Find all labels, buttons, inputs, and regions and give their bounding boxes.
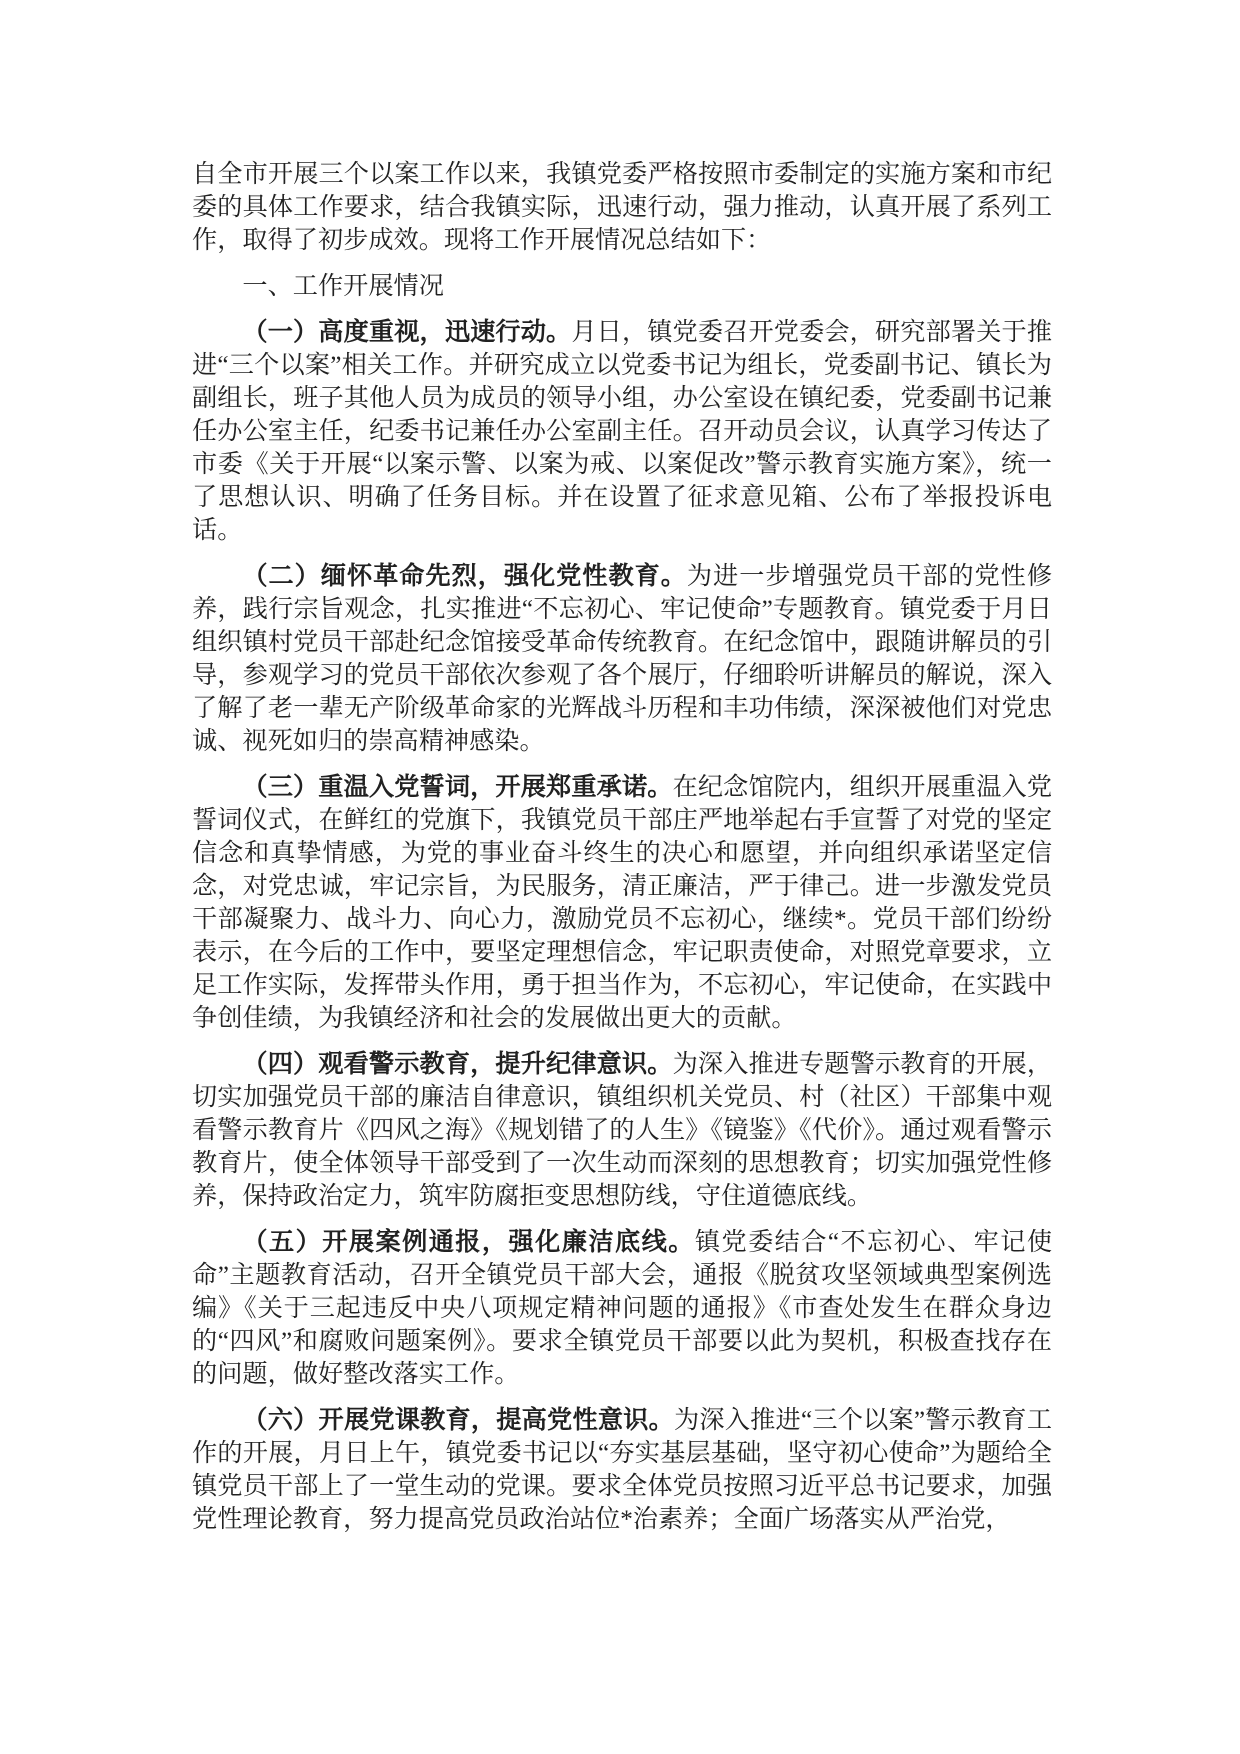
item-3-body: 在纪念馆院内，组织开展重温入党誓词仪式，在鲜红的党旗下，我镇党员干部庄严地举起右手宣誓了对党的坚定信念和真挚情感，为党的事业奋斗终生的决心和愿望，并向组织承诺坚定信念，对党忠诚，牢记宗旨，为民服务，清正廉洁，严于律己。进一步激发党员干部凝聚力、战斗力、向心力，激励党员不忘初心，继续*。党员干部们纷纷表示，在今后的工作中，要坚定理想信念，牢记职责使命，对照党章要求，立足工作实际，发挥带头作用，勇于担当作为，不忘初心，牢记使命，在实践中争创佳绩，为我镇经济和社会的发展做出更大的贡献。 — [192, 774, 1053, 1032]
item-paragraph-4 — [192, 1048, 1052, 1213]
item-2-lead: （二）缅怀革命先烈，强化党性教育。 — [242, 563, 687, 590]
item-paragraph-3 — [192, 771, 1052, 1035]
item-4-lead: （四）观看警示教育，提升纪律意识。 — [242, 1051, 673, 1078]
item-3-lead: （三）重温入党誓词，开展郑重承诺。 — [242, 774, 673, 801]
item-4-body: 为深入推进专题警示教育的开展，切实加强党员干部的廉洁自律意识，镇组织机关党员、村（社区）干部集中观看警示教育片《四风之海》《规划错了的人生》《镜鉴》《代价》。通过观看警示教育片，使全体领导干部受到了一次生动而深刻的思想教育；切实加强党性修养，保持政治定力，筑牢防腐拒变思想防线，守住道德底线。 — [192, 1051, 1053, 1210]
item-1-lead: （一）高度重视，迅速行动。 — [242, 319, 572, 346]
item-1-body: 月日，镇党委召开党委会，研究部署关于推进“三个以案”相关工作。并研究成立以党委书记为组长，党委副书记、镇长为副组长，班子其他人员为成员的领导小组，办公室设在镇纪委，党委副书记兼任办公室主任，纪委书记兼任办公室副主任。召开动员会议，认真学习传达了市委《关于开展“以案示警、以案为戒、以案促改”警示教育实施方案》，统一了思想认识、明确了任务目标。并在设置了征求意见箱、公布了举报投诉电话。 — [192, 319, 1053, 544]
item-2-body: 为进一步增强党员干部的党性修养，践行宗旨观念，扎实推进“不忘初心、牢记使命”专题教育。镇党委于月日组织镇村党员干部赴纪念馆接受革命传统教育。在纪念馆中，跟随讲解员的引导，参观学习的党员干部依次参观了各个展厅，仔细聆听讲解员的解说，深入了解了老一辈无产阶级革命家的光辉战斗历程和丰功伟绩，深深被他们对党忠诚、视死如归的崇高精神感染。 — [192, 563, 1053, 755]
item-5-lead: （五）开展案例通报，强化廉洁底线。 — [242, 1229, 695, 1256]
item-5-body: 镇党委结合“不忘初心、牢记使命”主题教育活动，召开全镇党员干部大会，通报《脱贫攻坚领域典型案例选编》《关于三起违反中央八项规定精神问题的通报》《市查处发生在群众身边的“四风”和腐败问题案例》。要求全镇党员干部要以此为契机，积极查找存在的问题，做好整改落实工作。 — [192, 1229, 1053, 1388]
item-paragraph-6 — [192, 1404, 1052, 1536]
item-6-lead: （六）开展党课教育，提高党性意识。 — [242, 1407, 674, 1434]
item-paragraph-2 — [192, 560, 1052, 758]
item-6-body: 为深入推进“三个以案”警示教育工作的开展，月日上午，镇党委书记以“夯实基层基础，坚守初心使命”为题给全镇党员干部上了一堂生动的党课。要求全体党员按照习近平总书记要求，加强党性理论教育，努力提高党员政治站位*治素养；全面广场落实从严治党， — [192, 1407, 1053, 1533]
section-item-list — [192, 316, 1052, 1536]
item-paragraph-1 — [192, 316, 1052, 547]
item-paragraph-5 — [192, 1226, 1052, 1391]
section-heading: 一、工作开展情况 — [242, 273, 444, 300]
intro-paragraph: 自全市开展三个以案工作以来，我镇党委严格按照市委制定的实施方案和市纪委的具体工作要求，结合我镇实际，迅速行动，强力推动，认真开展了系列工作，取得了初步成效。现将工作开展情况总结如下： — [192, 161, 1052, 254]
